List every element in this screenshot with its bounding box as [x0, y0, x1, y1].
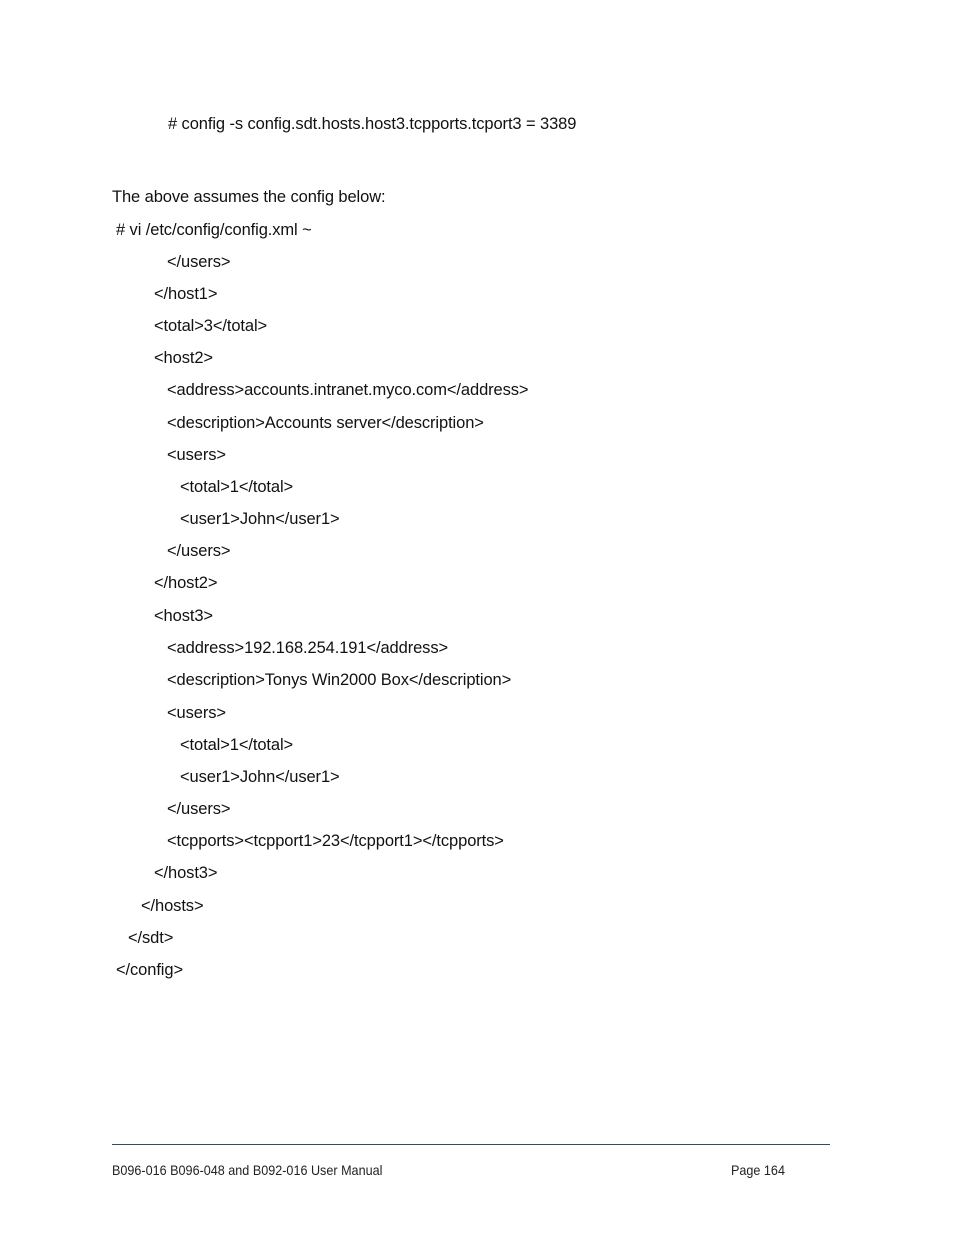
xml-line: <users>	[167, 704, 226, 722]
xml-line: <description>Tonys Win2000 Box</description>	[167, 671, 512, 689]
xml-line: <host2>	[154, 349, 213, 367]
footer-divider	[112, 1144, 830, 1145]
xml-line: </users>	[167, 253, 231, 271]
xml-line: <total>1</total>	[180, 736, 294, 754]
xml-line: <host3>	[154, 607, 213, 625]
config-command: # config -s config.sdt.hosts.host3.tcpports.tcport3 = 3389	[168, 115, 577, 133]
xml-line: <user1>John</user1>	[180, 768, 340, 786]
xml-line: </sdt>	[128, 929, 174, 947]
xml-line: </host3>	[154, 864, 218, 882]
xml-line: </hosts>	[141, 897, 204, 915]
vi-command: # vi /etc/config/config.xml ~	[116, 221, 312, 239]
xml-line: </host1>	[154, 285, 218, 303]
xml-line: </users>	[167, 542, 231, 560]
xml-line: <tcpports><tcpport1>23</tcpport1></tcpports>	[167, 832, 504, 850]
footer-manual-title: B096-016 B096-048 and B092-016 User Manual	[112, 1162, 383, 1178]
xml-line: <total>1</total>	[180, 478, 294, 496]
xml-line: <address>192.168.254.191</address>	[167, 639, 448, 657]
xml-line: <total>3</total>	[154, 317, 268, 335]
xml-line: </config>	[116, 961, 183, 979]
xml-line: <description>Accounts server</description>	[167, 414, 484, 432]
xml-line: <users>	[167, 446, 226, 464]
intro-text: The above assumes the config below:	[112, 188, 386, 206]
footer-page-number: Page 164	[731, 1162, 785, 1178]
xml-line: <user1>John</user1>	[180, 510, 340, 528]
xml-line: </users>	[167, 800, 231, 818]
xml-line: <address>accounts.intranet.myco.com</address>	[167, 381, 529, 399]
xml-line: </host2>	[154, 574, 218, 592]
